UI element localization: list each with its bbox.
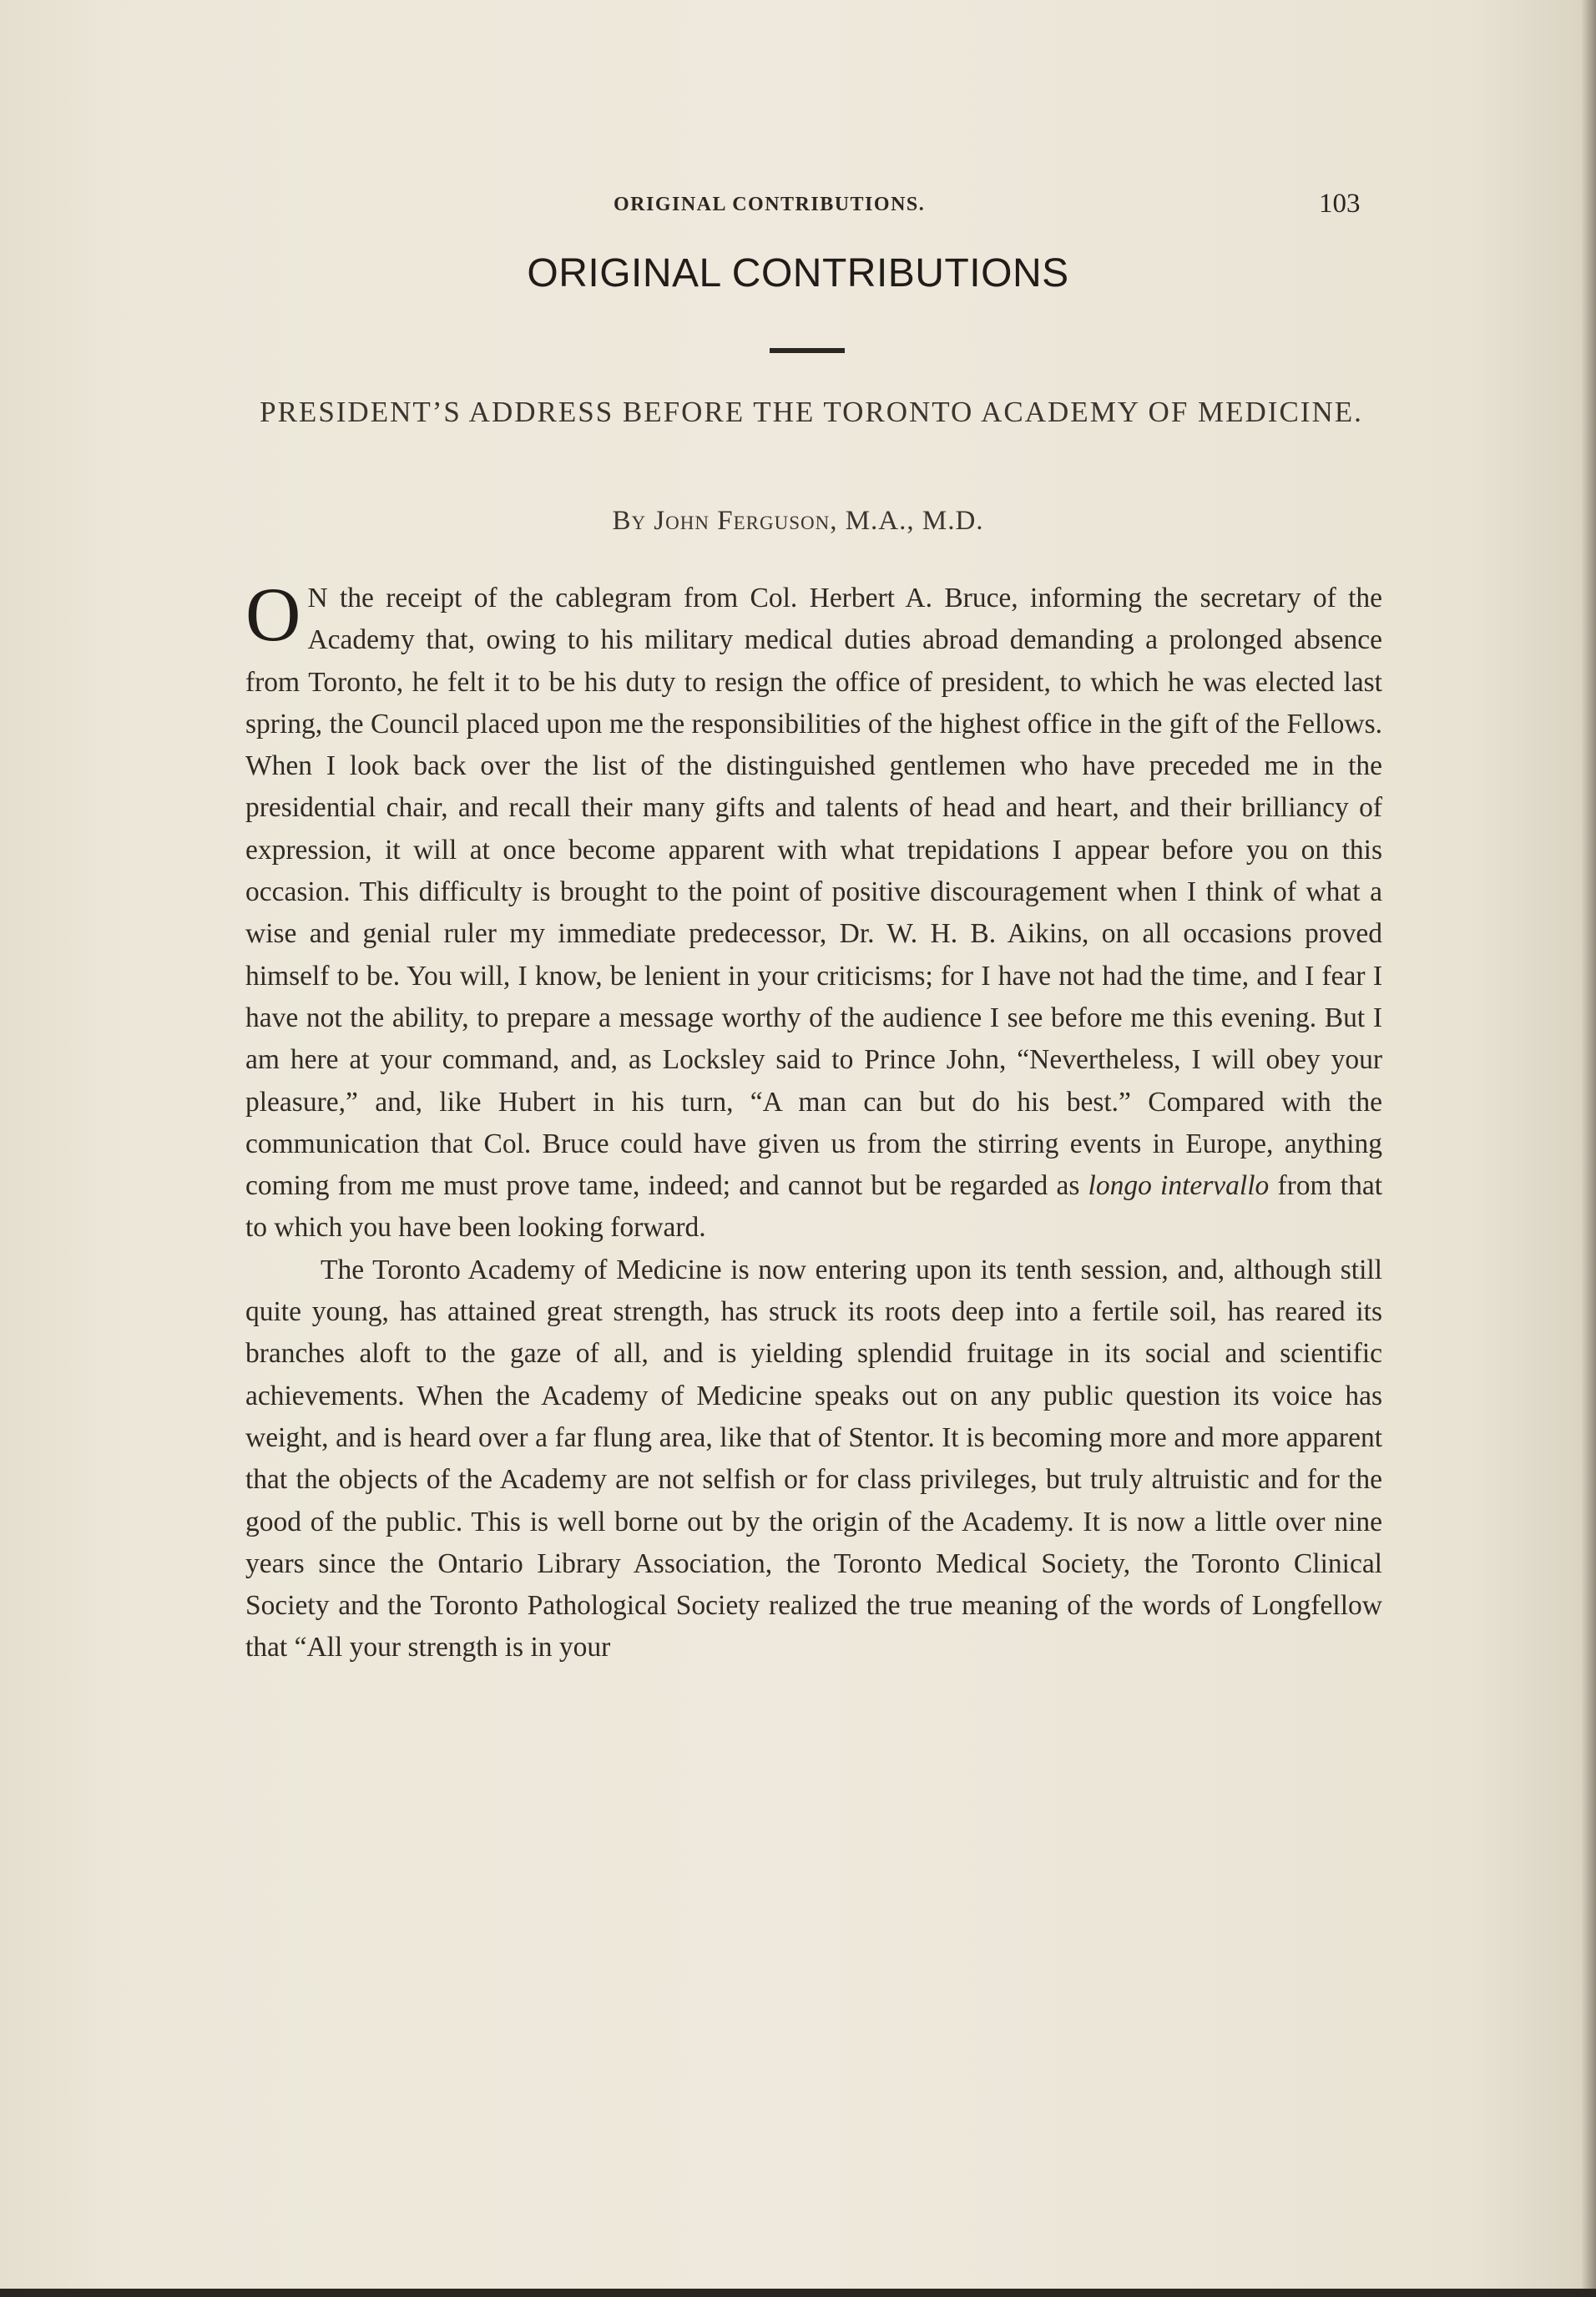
title-divider	[770, 348, 845, 353]
running-head	[0, 189, 1596, 222]
page-edge-shadow	[1581, 0, 1596, 2297]
article-title: PRESIDENT’S ADDRESS BEFORE THE TORONTO ACADEMY OF MEDICINE.	[260, 396, 1363, 428]
article-body	[245, 572, 1383, 1669]
latin-phrase: longo intervallo	[1088, 1170, 1270, 1202]
article-byline: By John Ferguson, M.A., M.D.	[612, 506, 984, 536]
section-title: ORIGINAL CONTRIBUTIONS	[527, 251, 1069, 295]
page-bottom-edge	[0, 2289, 1596, 2297]
paragraph-2: The Toronto Academy of Medicine is now entering upon its tenth session, and, although still quite young, has attained great strength, has struck its roots deep into a fertile soil, has reared its branches aloft to the gaze of all, and is yielding splendid fruitage in its social and scientific achievements. When the Academy of Medicine speaks out on any public question its voice has weight, and is heard over a far flung area, like that of Stentor. It is becoming more and more apparent that the objects of the Academy are not selfish or for class privileges, but truly altruistic and for the good of the public. This is well borne out by the origin of the Academy. It is now a little over nine years since the Ontario Library Association, the Toronto Medical Society, the Toronto Clinical Society and the Toronto Pathological Society realized the true meaning of the words of Longfellow that “All your strength is in your	[245, 1254, 1382, 1663]
paragraph-1	[245, 572, 1383, 1249]
running-title: ORIGINAL CONTRIBUTIONS.	[614, 194, 926, 215]
paragraph-1-text: ON the receipt of the cablegram from Col. Herbert A. Bruce, informing the secretary of the Academy that, owing to his military medical duties abroad demanding a prolonged absence from Toronto, he felt it to be his duty to resign the office of president, to which he was elected last spring, the Council placed upon me the responsibilities of the highest office in the gift of the Fellows. When I look back over the list of the distinguished gentlemen who have preceded me in the presidential chair, and recall their many gifts and talents of head and heart, and their brilliancy of expression, it will at once become apparent with what trepidations I appear before you on this occasion. This difficulty is brought to the point of positive discouragement when I think of what a wise and genial ruler my immediate predecessor, Dr. W. H. B. Aikins, on all occasions proved himself to be. You will, I know, be lenient in your criticisms; for I have not had the time, and I fear I have not the ability, to prepare a message worthy of the audience I see before me this evening. But I am here at your command, and, as Locksley said to Prince John, “Nevertheless, I will obey your pleasure,” and, like Hubert in his turn, “A man can but do his best.” Compared with the communication that Col. Bruce could have given us from the stirring events in Europe, anything coming from me must prove tame, indeed; and cannot but be regarded as	[245, 572, 1382, 1202]
paragraph-1-ending: from that to which you have been looking forward.	[245, 1170, 1383, 1244]
page-number: 103	[1319, 189, 1361, 219]
